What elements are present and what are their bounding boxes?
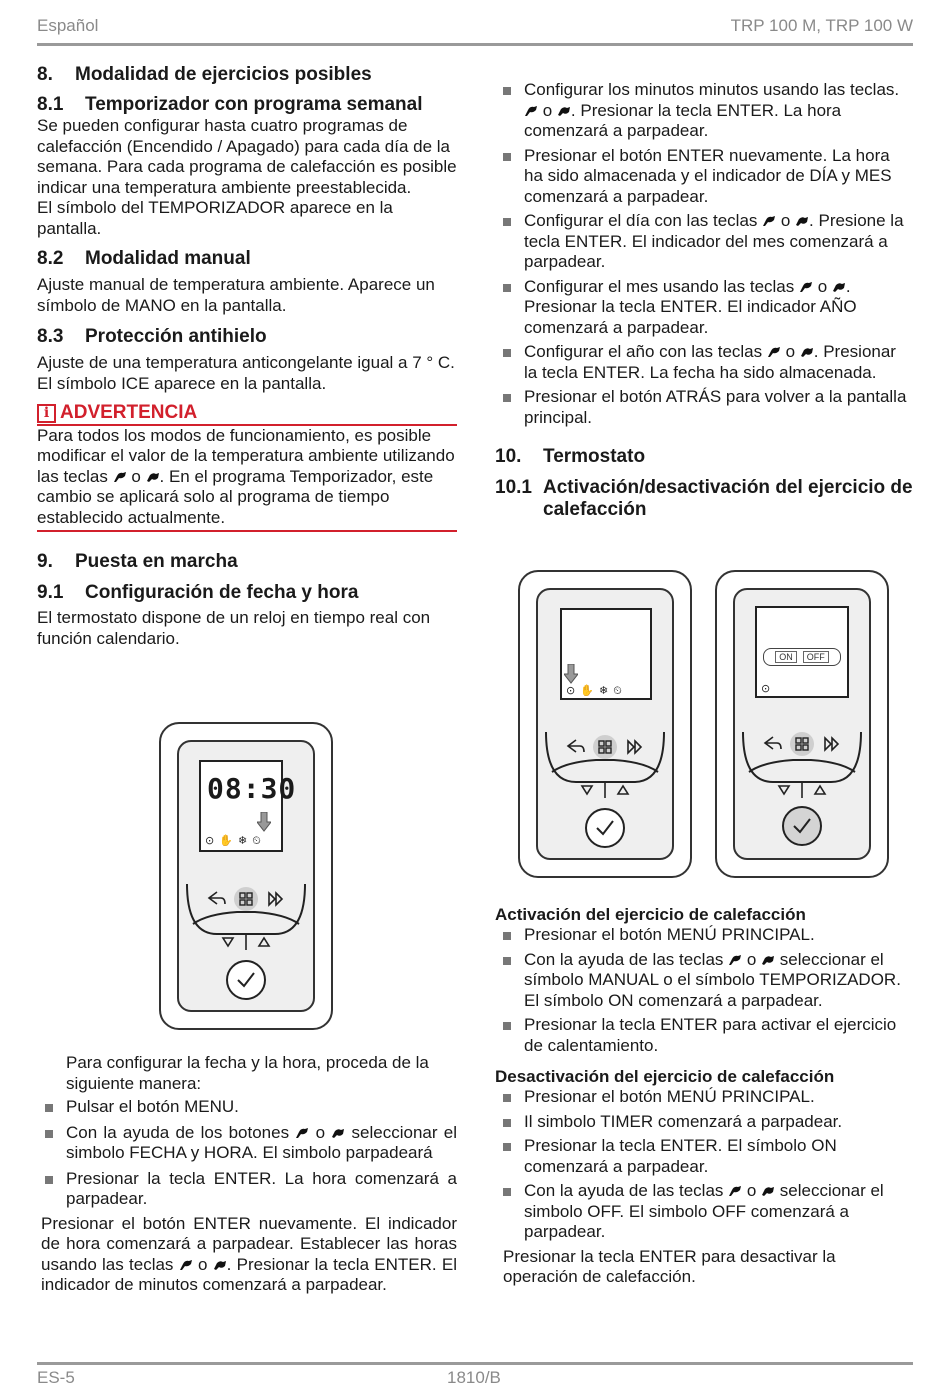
key-down-icon: [213, 1259, 227, 1271]
section-9-1-text: El termostato dispone de un reloj en tiempo real con función calendario.: [37, 608, 431, 648]
date-step: Presionar el botón ATRÁS para volver a la pantalla principal.: [495, 387, 913, 428]
key-up-icon: [762, 215, 776, 227]
section-8-3-heading: 8.3 Protección antihielo: [37, 326, 267, 347]
device-buttons: [733, 722, 871, 852]
warning-box: [37, 403, 457, 532]
right-column: [495, 80, 913, 521]
section-8-1-heading: 8.1 Temporizador con programa semanal: [37, 94, 423, 115]
doc-revision: 1810/B: [447, 1368, 501, 1387]
warning-title: i ADVERTENCIA: [37, 403, 457, 424]
deactivation-title: Desactivación del ejercicio de calefacción: [495, 1067, 835, 1086]
arrow-down-indicator-icon: [257, 812, 271, 832]
warning-bottom-rule: [37, 530, 457, 532]
section-10-heading: 10. Termostato: [495, 446, 646, 467]
procedure-block: [37, 1053, 457, 1296]
page-header: [37, 16, 913, 38]
activation-title: Activación del ejercicio de calefacción: [495, 905, 806, 924]
page-footer: [37, 1368, 913, 1388]
deactivation-step: Presionar la tecla ENTER. El símbolo ON comenzará a parpadear.: [495, 1136, 913, 1177]
on-off-selector: [763, 648, 841, 666]
deactivation-closing: Presionar la tecla ENTER para desactivar la operación de calefacción.: [503, 1246, 836, 1286]
deactivation-step: Con la ayuda de las teclas o seleccionar el simbolo OFF. El simbolo OFF comenzará a parpadear.: [495, 1181, 913, 1243]
device-screen: [560, 608, 652, 700]
key-down-icon: [557, 105, 571, 117]
timer-mode-icon: ⊙: [761, 683, 772, 695]
key-down-icon: [795, 215, 809, 227]
activation-step: Presionar la tecla ENTER para activar el ejercicio de calentamiento.: [495, 1015, 913, 1056]
section-10-1-heading: 10.1 Activación/desactivación del ejercicio de calefacción: [495, 477, 913, 520]
off-label: OFF: [803, 651, 829, 663]
thermostat-illustration-time: [159, 722, 333, 1030]
arrow-down-indicator-icon: [564, 664, 578, 684]
page-number: ES-5: [37, 1368, 75, 1387]
section-9-1-heading: 9.1 Configuración de fecha y hora: [37, 582, 359, 603]
device-screen: [755, 606, 849, 698]
procedure-step: Presionar la tecla ENTER. La hora comenzará a parpadear.: [37, 1169, 457, 1210]
activation-block: [495, 904, 913, 1288]
device-screen: [199, 760, 297, 852]
key-up-icon: [728, 954, 742, 966]
key-up-icon: [295, 1127, 309, 1139]
info-icon: i: [37, 404, 56, 423]
date-step: Configurar el día con las teclas o . Presione la tecla ENTER. El indicador del mes comenzará a parpadear.: [495, 211, 913, 273]
key-up-icon: [524, 105, 538, 117]
procedure-step: Con la ayuda de los botones o seleccionar el simbolo FECHA y HORA. El simbolo parpadeará: [37, 1123, 457, 1164]
deactivation-step: Presionar el botón MENÚ PRINCIPAL.: [495, 1087, 913, 1108]
section-8-heading: 8. Modalidad de ejercicios posibles: [37, 64, 372, 85]
footer-rule: [37, 1362, 913, 1365]
procedure-intro: Para configurar la fecha y la hora, proceda de la siguiente manera:: [66, 1053, 429, 1093]
time-display: 08:30: [207, 772, 297, 805]
procedure-paragraph: Presionar el botón ENTER nuevamente. El indicador de hora comenzará a parpadear. Establecer las horas usando las teclas o . Presionar la tecla ENTER. El indicador de minutos comenzará a parpadear.: [41, 1213, 457, 1294]
activation-list: [495, 925, 913, 1056]
on-label: ON: [775, 651, 797, 663]
key-up-icon: [179, 1259, 193, 1271]
key-down-icon: [146, 471, 160, 483]
activation-step: Con la ayuda de las teclas o seleccionar el símbolo MANUAL o el símbolo TEMPORIZADOR. El símbolo ON comenzará a parpadear.: [495, 950, 913, 1012]
key-up-icon: [799, 281, 813, 293]
deactivation-list: [495, 1087, 913, 1243]
mode-icons: ⊙ ✋ ❄ ⏲: [566, 685, 623, 697]
header-rule: [37, 43, 913, 46]
key-down-icon: [761, 1185, 775, 1197]
procedure-step: Pulsar el botón MENU.: [37, 1097, 457, 1118]
section-8-2-heading: 8.2 Modalidad manual: [37, 248, 251, 269]
header-language: Español: [37, 16, 99, 35]
section-9-heading: 9. Puesta en marcha: [37, 551, 238, 572]
thermostat-illustration-mode: [518, 570, 692, 878]
left-column: [37, 64, 457, 649]
mode-icons: ⊙ ✋ ❄ ⏲: [205, 835, 262, 847]
key-down-icon: [331, 1127, 345, 1139]
warning-text: Para todos los modos de funcionamiento, es posible modificar el valor de la temperatura ambiente utilizando las teclas o . En el programa Temporizador, este cambio se aplicará solo al programa de tiempo establecido actualmente.: [37, 425, 455, 527]
header-model: TRP 100 M, TRP 100 W: [730, 16, 913, 35]
section-8-1-text: Se pueden configurar hasta cuatro programas de calefacción (Encendido / Apagado) para cada día de la semana. Para cada programa de calefacción es posible indicar una temperatura ambiente preestablecida.: [37, 116, 457, 197]
key-down-icon: [761, 954, 775, 966]
thermostat-illustration-onoff: [715, 570, 889, 878]
date-step: Configurar el año con las teclas o . Presionar la tecla ENTER. La fecha ha sido almacenada.: [495, 342, 913, 383]
key-up-icon: [728, 1185, 742, 1197]
deactivation-step: Il simbolo TIMER comenzará a parpadear.: [495, 1112, 913, 1133]
section-8-2-text: Ajuste manual de temperatura ambiente. Aparece un símbolo de MANO en la pantalla.: [37, 275, 435, 315]
device-buttons: [536, 722, 674, 852]
date-step: Presionar el botón ENTER nuevamente. La hora ha sido almacenada y el indicador de DÍA y MES comenzará a parpadear.: [495, 146, 913, 208]
date-step: Configurar el mes usando las teclas o . Presionar la tecla ENTER. El indicador AÑO comenzará a parpadear.: [495, 277, 913, 339]
key-up-icon: [113, 471, 127, 483]
activation-step: Presionar el botón MENÚ PRINCIPAL.: [495, 925, 913, 946]
section-8-3-text: Ajuste de una temperatura anticongelante igual a 7 ° C. El símbolo ICE aparece en la pantalla.: [37, 353, 455, 393]
key-down-icon: [832, 281, 846, 293]
key-up-icon: [767, 346, 781, 358]
key-down-icon: [800, 346, 814, 358]
device-buttons: [177, 874, 315, 1004]
procedure-list: [37, 1097, 457, 1210]
date-step: Configurar los minutos minutos usando las teclas. o . Presionar la tecla ENTER. La hora comenzará a parpadear.: [495, 80, 913, 142]
section-8-1-text-2: El símbolo del TEMPORIZADOR aparece en la pantalla.: [37, 198, 393, 238]
date-steps-list: [495, 80, 913, 428]
